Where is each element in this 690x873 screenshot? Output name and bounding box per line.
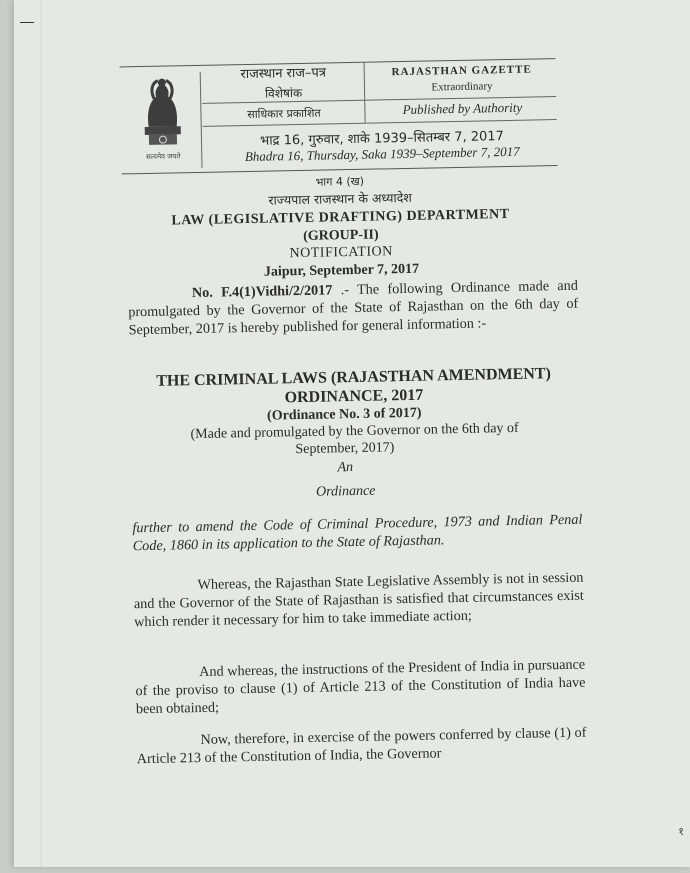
hindi-gazette-title: राजस्थान राज–पत्र [240, 65, 327, 83]
emblem-box [124, 72, 203, 169]
english-authority-label: Published by Authority [402, 99, 523, 118]
and-whereas-text: And whereas, the instructions of the President of India in pursuance of the proviso to clause (1) of Article 213 of the Constitution of India have been obtained; [135, 656, 586, 718]
english-extraordinary-label: Extraordinary [431, 80, 493, 94]
and-whereas-paragraph [135, 656, 586, 719]
hindi-special-label: विशेषांक [264, 85, 303, 101]
english-gazette-title: RAJASTHAN GAZETTE [391, 63, 532, 79]
notice-number: No. F.4(1)Vidhi/2/2017 [191, 282, 333, 302]
page-number: १ [678, 825, 684, 838]
ashoka-emblem-icon [138, 76, 187, 151]
now-therefore-text: Now, therefore, in exercise of the powers conferred by clause (1) of Article 213 of the Constitution of India, the Governor [136, 724, 587, 768]
notice-text: .- The following Ordinance made and promulgated by the Governor of the State of Rajasthan on the 6th day of September, 2017 is hereby published for general information :- [128, 277, 579, 339]
group-heading: (GROUP-II) [302, 227, 379, 244]
notification-heading: NOTIFICATION [289, 244, 393, 262]
gazette-page [14, 0, 690, 867]
emblem-motto: सत्यमेव जयते [146, 152, 181, 161]
part-label: भाग 4 (ख) [315, 174, 365, 189]
an-word: An [337, 460, 354, 476]
ordinance-title-line2: ORDINANCE, 2017 [284, 386, 424, 407]
masthead-column-divider [364, 63, 366, 123]
hindi-authority-label: साधिकार प्रकाशित [247, 106, 321, 121]
promulgation-line2: September, 2017) [295, 440, 395, 458]
page-content [6, 0, 690, 873]
long-title-paragraph: further to amend the Code of Criminal Procedure, 1973 and Indian Penal Code, 1860 in its application to the State of Rajasthan. [132, 511, 583, 555]
now-therefore-paragraph [136, 724, 587, 769]
department-heading: LAW (LEGISLATIVE DRAFTING) DEPARTMENT [171, 206, 510, 229]
ordinance-number: (Ordinance No. 3 of 2017) [266, 405, 422, 424]
whereas-paragraph [133, 569, 584, 632]
whereas-text: Whereas, the Rajasthan State Legislative Assembly is not in session and the Governor of the State of Rajasthan is satisfied that circumstances exist which render it necessary for him to take immediate action; [133, 569, 584, 631]
ordinance-word: Ordinance [315, 483, 376, 500]
english-date-line: Bhadra 16, Thursday, Saka 1939–September 7, 2017 [244, 143, 520, 165]
hindi-ordinance-heading: राज्यपाल राजस्थान के अध्यादेश [268, 189, 412, 208]
gazette-masthead [120, 58, 558, 174]
ordinance-title-line1: THE CRIMINAL LAWS (RAJASTHAN AMENDMENT) [156, 365, 552, 390]
promulgation-line1: (Made and promulgated by the Governor on the 6th day of [190, 420, 519, 443]
hindi-date-line: भाद्र 16, गुरुवार, शाके 1939–सितम्बर 7, 2017 [259, 129, 505, 149]
place-date: Jaipur, September 7, 2017 [263, 261, 420, 280]
notice-paragraph [128, 277, 579, 340]
